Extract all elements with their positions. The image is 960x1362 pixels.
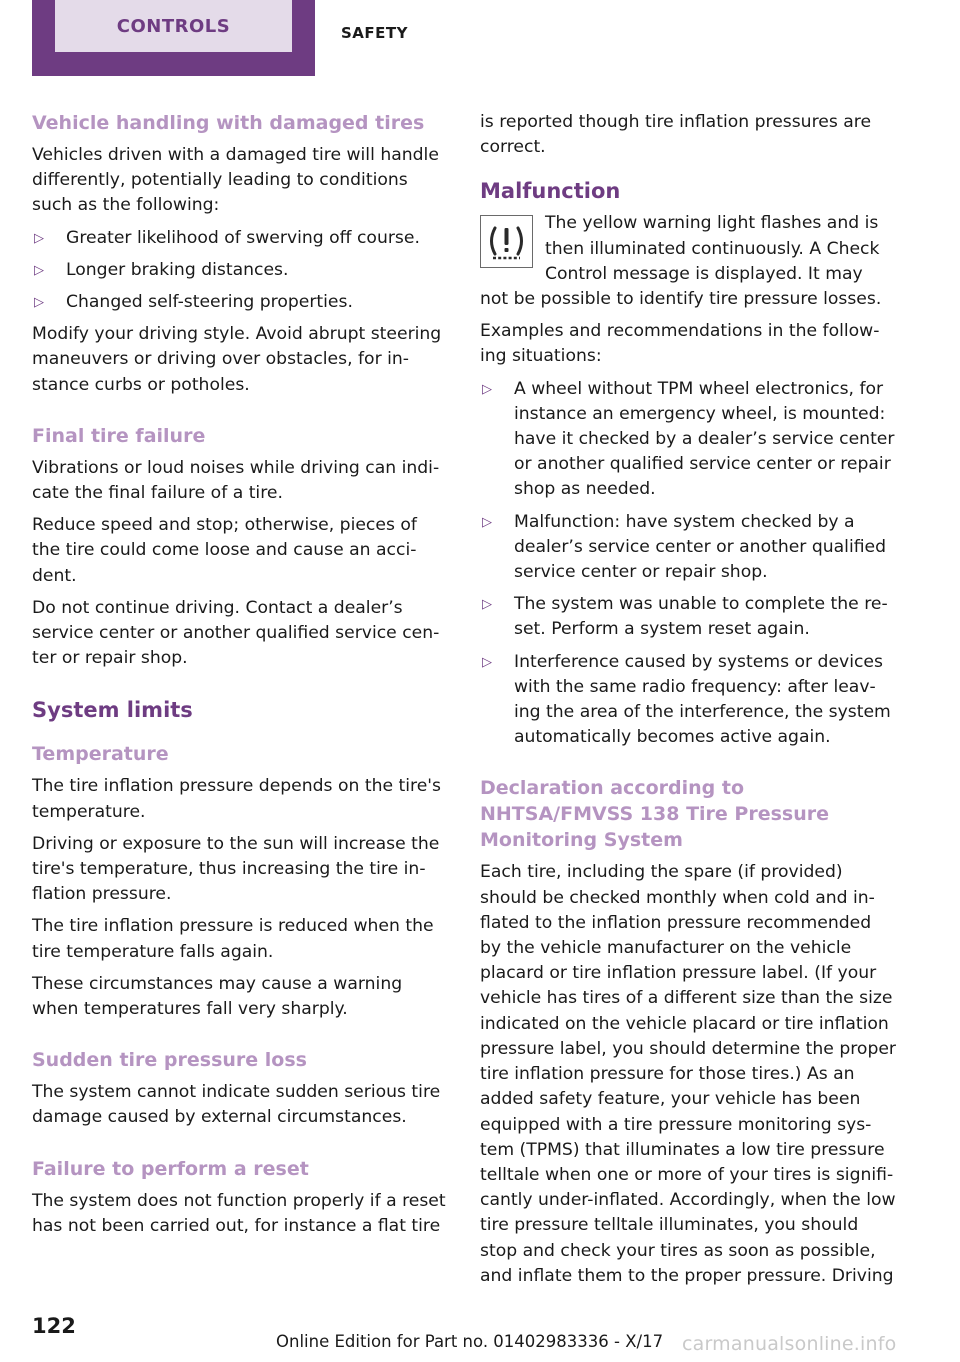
- list-item-text: Longer braking distances.: [66, 259, 289, 280]
- tab-safety[interactable]: SAFETY: [341, 24, 408, 42]
- paragraph-declaration: Each tire, including the spare (if provided) should be checked monthly when cold and inflated to the inflation pressure recommended by the vehicle manufacturer on the vehicle placard or tire inflation pressure label. (If your vehicle has tires of a different size than the size indicated on the vehicle placard or tire inflation pressure label, you should determine the proper tire inflation pressure for those tires.) As an added safety feature, your vehicle has been equipped with a tire pressure monitoring system (TPMS) that illuminates a low tire pressure telltale when one or more of your tires is significantly under-inflated. Accordingly, when the low tire pressure telltale illuminates, you should stop and check your tires as soon as possible, and inflate them to the proper pressure. Driving: [480, 862, 896, 1286]
- list-item: [32, 226, 448, 251]
- paragraph-final-2: Reduce speed and stop; otherwise, pieces of the tire could come loose and cause an accident.: [32, 515, 417, 586]
- examples-list: [480, 377, 896, 751]
- paragraph-modify: Modify your driving style. Avoid abrupt steering maneuvers or driving over obstacles, for instance curbs or potholes.: [32, 324, 442, 395]
- paragraph-temp-1: The tire inflation pressure depends on the tire's temperature.: [32, 776, 441, 822]
- heading-failure-reset: Failure to perform a reset: [32, 1157, 309, 1180]
- paragraph-handling: Vehicles driven with a damaged tire will handle differently, potentially leading to conditions such as the following:: [32, 145, 439, 216]
- list-item: [480, 377, 896, 503]
- page-number: 122: [32, 1314, 76, 1338]
- left-column: [32, 110, 448, 1246]
- tire-pressure-warning-icon: [480, 215, 533, 268]
- paragraph-temp-3: The tire inflation pressure is reduced when the tire temperature falls again.: [32, 916, 434, 962]
- paragraph-reset: The system does not function properly if a reset has not been carried out, for instance a flat tire: [32, 1190, 446, 1236]
- triangle-bullet-icon: ▷: [482, 514, 492, 530]
- list-item-text: The system was unable to complete the reset. Perform a system reset again.: [514, 594, 888, 640]
- watermark: carmanualsonline.info: [682, 1333, 897, 1355]
- heading-declaration: Declaration according to NHTSA/FMVSS 138 Tire Pressure Monitoring System: [480, 777, 830, 852]
- list-item: [32, 290, 448, 315]
- page-header: [0, 0, 960, 80]
- tab-controls-label: CONTROLS: [55, 0, 292, 52]
- heading-vehicle-handling: Vehicle handling with damaged tires: [32, 112, 425, 134]
- heading-system-limits: System limits: [32, 698, 193, 723]
- paragraph-continued: is reported though tire inflation pressures are correct.: [480, 112, 872, 158]
- list-item-text: Interference caused by systems or devices with the same radio frequency: after leaving the area of the interference, the system automatically becomes active again.: [514, 651, 891, 748]
- list-item: [480, 510, 896, 586]
- paragraph-examples: Examples and recommendations in the following situations:: [480, 321, 880, 367]
- paragraph-sudden: The system cannot indicate sudden serious tire damage caused by external circumstances.: [32, 1082, 441, 1128]
- list-item-text: Greater likelihood of swerving off course.: [66, 227, 420, 248]
- paragraph-temp-2: Driving or exposure to the sun will increase the tire's temperature, thus increasing the tire inflation pressure.: [32, 833, 440, 905]
- triangle-bullet-icon: ▷: [34, 230, 44, 246]
- heading-final-tire-failure: Final tire failure: [32, 424, 206, 447]
- paragraph-final-1: Vibrations or loud noises while driving can indicate the final failure of a tire.: [32, 457, 440, 504]
- tab-controls[interactable]: [32, 0, 315, 76]
- heading-sudden-pressure-loss: Sudden tire pressure loss: [32, 1049, 307, 1072]
- paragraph-final-3: Do not continue driving. Contact a dealer’s service center or another qualified service center or repair shop.: [32, 597, 440, 669]
- triangle-bullet-icon: ▷: [482, 381, 492, 397]
- edition-text: Online Edition for Part no. 01402983336 - X/17: [276, 1332, 664, 1351]
- list-item-text: Malfunction: have system checked by a dealer’s service center or another qualified service center or repair shop.: [514, 511, 887, 583]
- malfunction-block: [480, 211, 896, 319]
- list-item: [480, 592, 896, 642]
- heading-malfunction: Malfunction: [480, 179, 621, 204]
- heading-temperature: Temperature: [32, 743, 169, 766]
- list-item: [32, 258, 448, 283]
- list-item: [480, 650, 896, 751]
- paragraph-malfunction: The yellow warning light flashes and is then illuminated continuously. A Check Control message is displayed. It may not be possible to identify tire pressure losses.: [480, 213, 882, 310]
- right-column: [480, 110, 896, 1296]
- triangle-bullet-icon: ▷: [34, 262, 44, 278]
- handling-list: [32, 226, 448, 316]
- triangle-bullet-icon: ▷: [34, 295, 44, 311]
- list-item-text: A wheel without TPM wheel electronics, for instance an emergency wheel, is mounted: have it checked by a dealer’s service center or another qualified service center or repair shop as needed.: [514, 378, 895, 500]
- triangle-bullet-icon: ▷: [482, 597, 492, 613]
- triangle-bullet-icon: ▷: [482, 654, 492, 670]
- paragraph-temp-4: These circumstances may cause a warning when temperatures fall very sharply.: [32, 973, 403, 1020]
- list-item-text: Changed self-steering properties.: [66, 292, 353, 313]
